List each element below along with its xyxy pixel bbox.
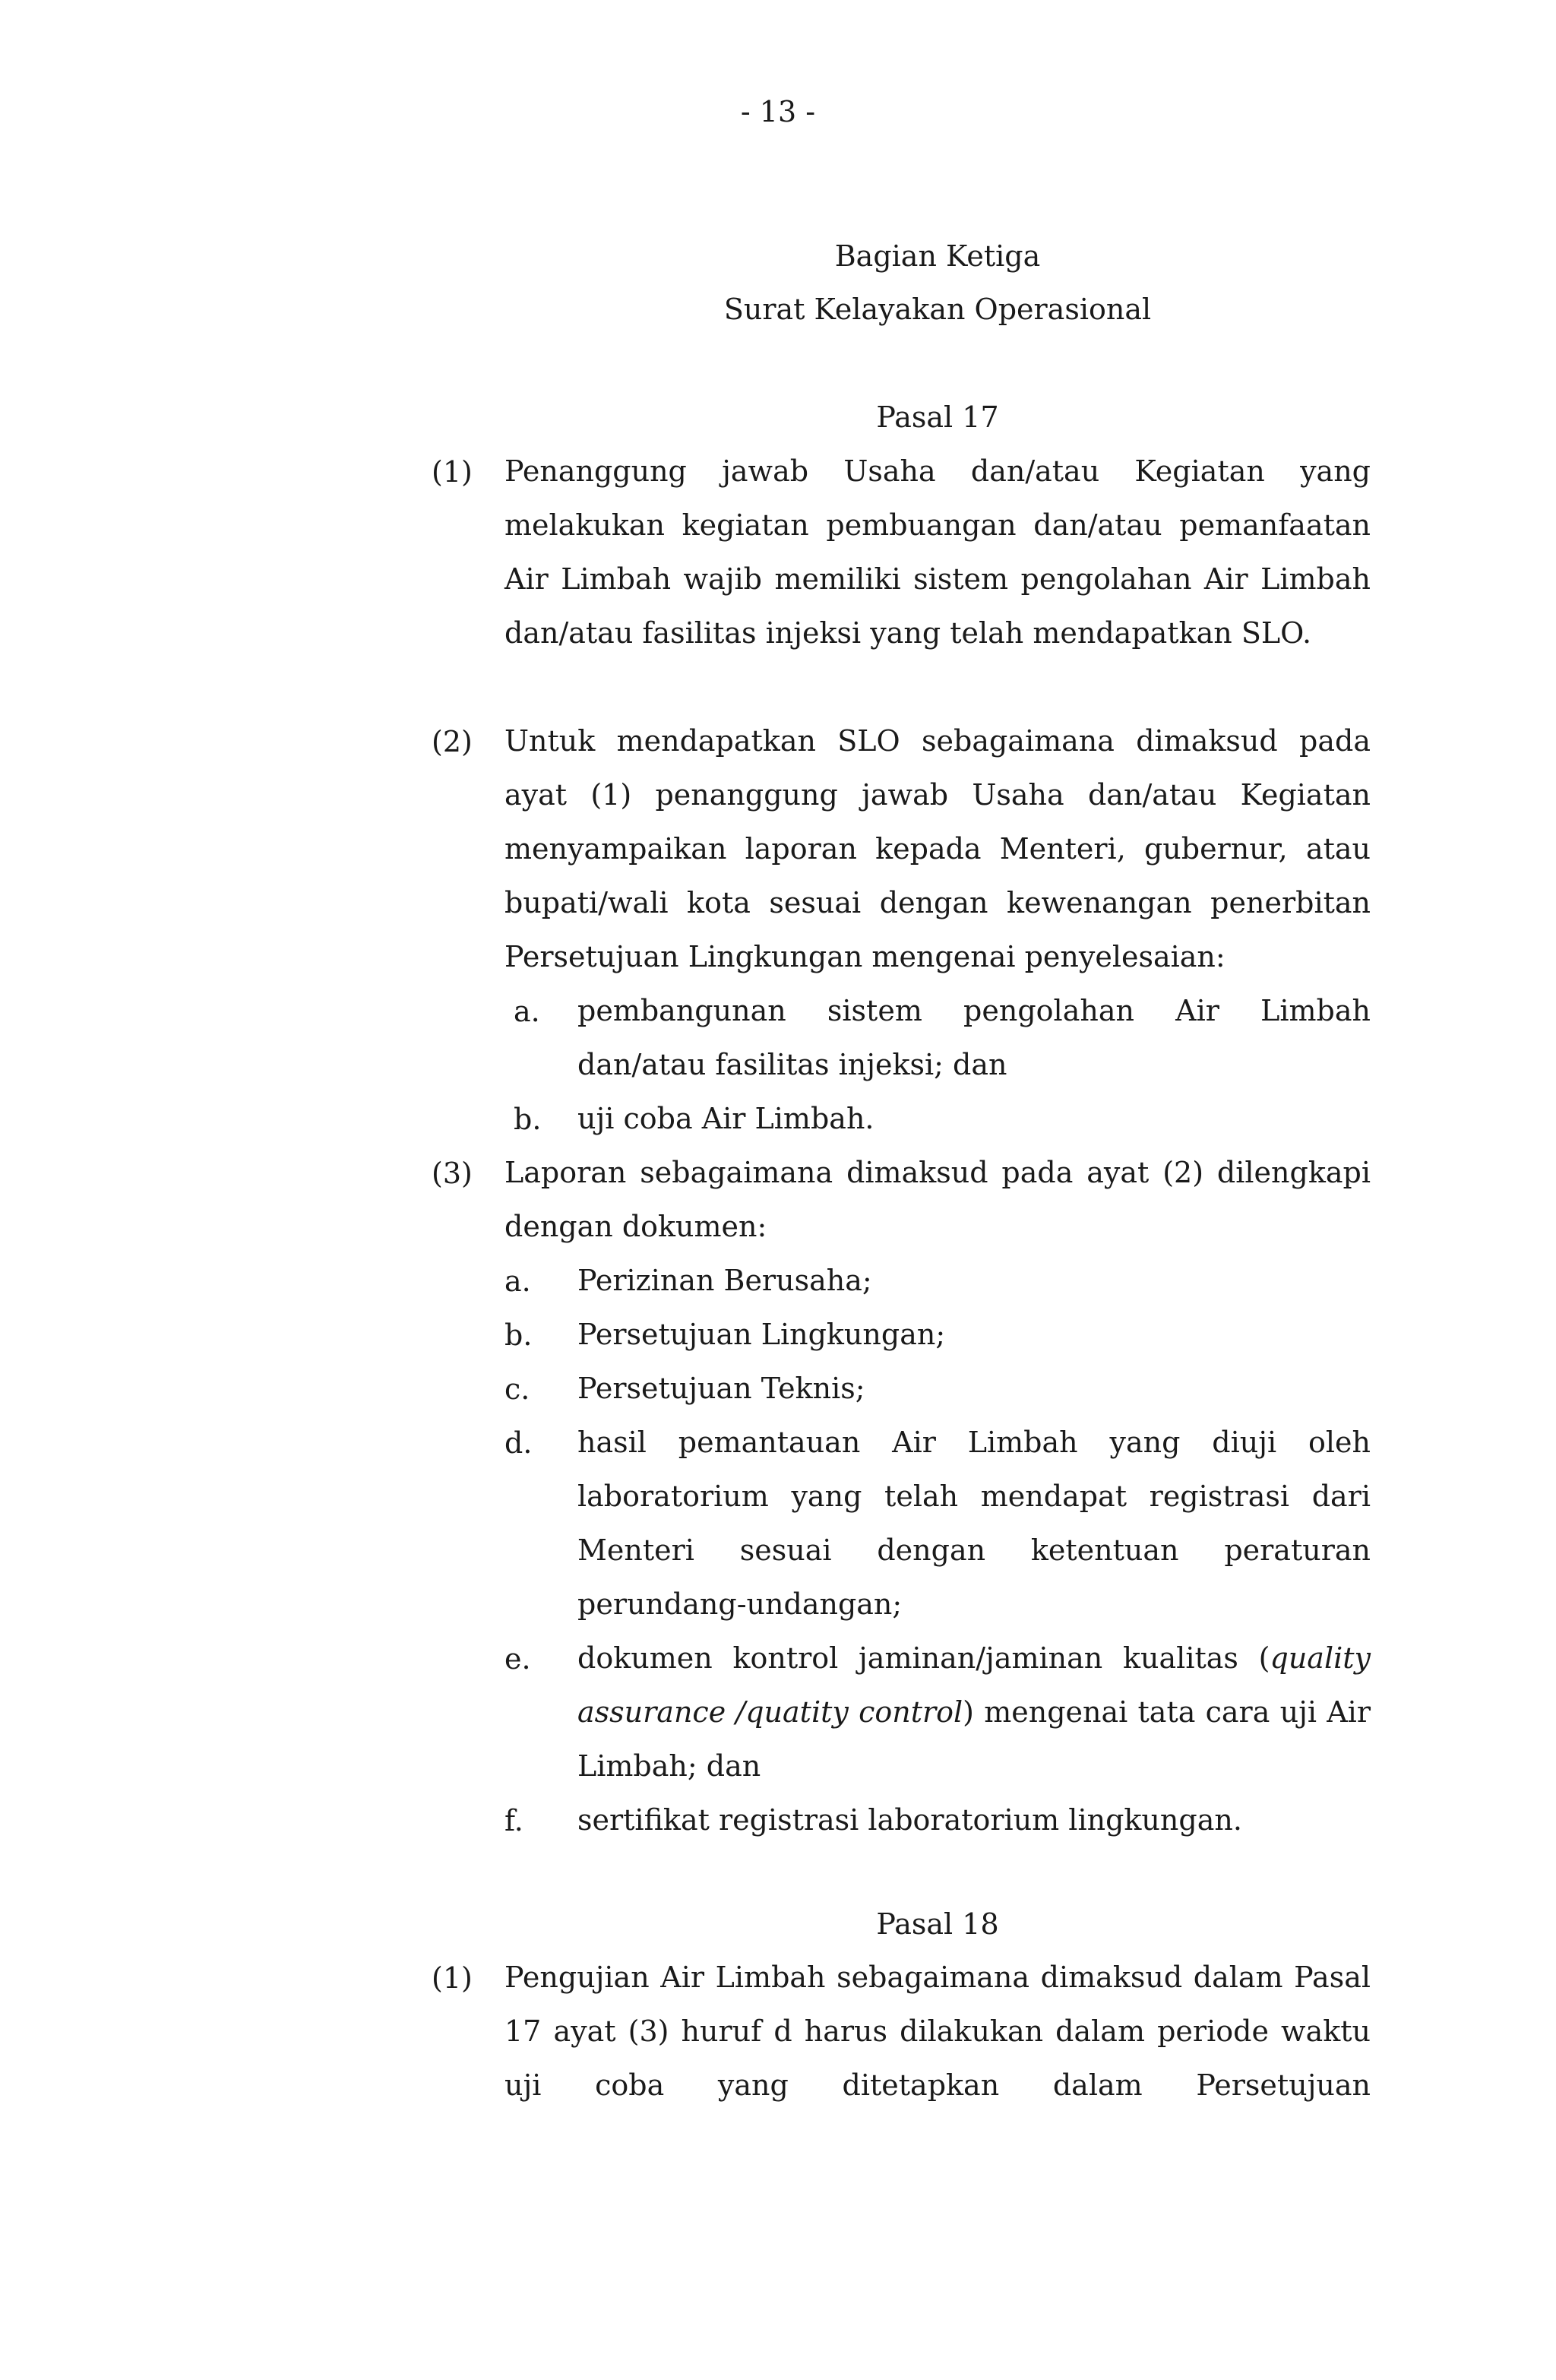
pasal-18-title: Pasal 18 [876, 1907, 999, 1941]
pasal-17-ayat-3-item-c-letter: c. [504, 1372, 530, 1406]
section-subtitle: Surat Kelayakan Operasional [723, 293, 1152, 326]
pasal-17-ayat-3-item-a-letter: a. [504, 1264, 531, 1298]
pasal-18-ayat-1-number: (1) [432, 1961, 473, 1995]
pasal-17-ayat-3-item-d-letter: d. [504, 1426, 533, 1460]
pasal-17-ayat-3-item-e-letter: e. [504, 1642, 531, 1676]
pasal-17-ayat-3-text: Laporan sebagaimana dimaksud pada ayat (2) dilengkapi dengan dokumen: [504, 1156, 1371, 1243]
pasal-17-ayat-2-item-a-letter: a. [514, 995, 540, 1028]
item-e-text-italic: quality assurance /quatity control [577, 1641, 1371, 1729]
pasal-17-ayat-2-text: Untuk mendapatkan SLO sebagaimana dimaksud pada ayat (1) penanggung jawab Usaha dan/atau Kegiatan menyampaikan laporan kepada Menteri, gubernur, atau bupati/wali kota sesuai dengan kewenangan penerbitan Persetujuan Lingkungan mengenai penyelesaian: [504, 724, 1371, 973]
pasal-17-ayat-2-item-b-letter: b. [514, 1103, 542, 1136]
section-title: Bagian Ketiga [834, 239, 1041, 273]
pasal-17-ayat-3-item-e-text [577, 1632, 1371, 1793]
pasal-17-ayat-3-item-f-text: sertifikat registrasi laboratorium lingkungan. [577, 1803, 1242, 1837]
pasal-17-ayat-3-item-c-text: Persetujuan Teknis; [577, 1372, 865, 1405]
pasal-17-ayat-1-number: (1) [432, 455, 473, 489]
pasal-17-ayat-3-item-f-letter: f. [504, 1804, 523, 1837]
pasal-17-ayat-3-item-b-letter: b. [504, 1318, 533, 1352]
pasal-17-ayat-2-item-b-text: uji coba Air Limbah. [577, 1102, 874, 1135]
pasal-17-title: Pasal 17 [876, 400, 999, 434]
item-e-text-before: dokumen kontrol jaminan/jaminan kualitas ( [577, 1641, 1270, 1675]
pasal-17-ayat-3-item-b-text: Persetujuan Lingkungan; [577, 1318, 946, 1351]
page-number: - 13 - [740, 95, 816, 128]
pasal-18-ayat-1-text: Pengujian Air Limbah sebagaimana dimaksud dalam Pasal 17 ayat (3) huruf d harus dilakukan dalam periode waktu uji coba yang ditetapkan dalam Persetujuan [504, 1961, 1371, 2102]
item-e-text-after: ) mengenai tata cara uji Air Limbah; dan [577, 1695, 1371, 1783]
pasal-17-ayat-3-number: (3) [432, 1157, 473, 1190]
pasal-17-ayat-3-item-a-text: Perizinan Berusaha; [577, 1264, 872, 1297]
pasal-17-ayat-1-text: Penanggung jawab Usaha dan/atau Kegiatan yang melakukan kegiatan pembuangan dan/atau pemanfaatan Air Limbah wajib memiliki sistem pengolahan Air Limbah dan/atau fasilitas injeksi yang telah mendapatkan SLO. [504, 454, 1371, 650]
pasal-17-ayat-2-number: (2) [432, 725, 473, 758]
pasal-17-ayat-3-item-d-text: hasil pemantauan Air Limbah yang diuji oleh laboratorium yang telah mendapat registrasi dari Menteri sesuai dengan ketentuan peraturan perundang-undangan; [577, 1426, 1371, 1621]
pasal-17-ayat-2-item-a-text: pembangunan sistem pengolahan Air Limbah dan/atau fasilitas injeksi; dan [577, 994, 1371, 1081]
